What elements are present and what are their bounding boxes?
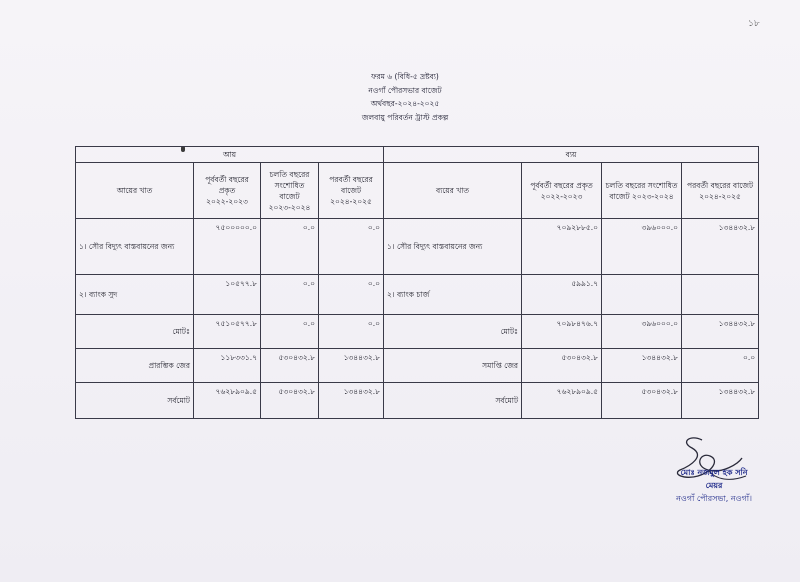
expense-col-head: ব্যয়ের খাত [384, 163, 522, 219]
table-row [76, 219, 759, 275]
income-current: ৫৩০৪৩২.৮ [261, 349, 319, 383]
income-col-current: চলতি বছরের সংশোধিত বাজেট ২০২৩-২০২৪ [261, 163, 319, 219]
expense-head: ১। সৌর বিদ্যুৎ বাস্তবায়নের জন্য [384, 219, 522, 275]
income-head: ১। সৌর বিদ্যুৎ বাস্তবায়নের জন্য [76, 219, 194, 275]
expense-head: ২। ব্যাংক চার্জ [384, 275, 522, 315]
income-head: সর্বমোট [76, 383, 194, 419]
income-head: মোটঃ [76, 315, 194, 349]
income-prev: ৭৬২৮৯০৯.৫ [194, 383, 261, 419]
table-section-header-row [76, 147, 759, 163]
expense-prev: ৫৩০৪৩২.৮ [522, 349, 602, 383]
budget-table [75, 146, 759, 419]
income-prev: ৭৫০০০০০.০ [194, 219, 261, 275]
expense-current: ১৩৪৪৩২.৮ [602, 349, 682, 383]
project-name: জলবায়ু পরিবর্তন ট্রাস্ট প্রকল্প [361, 112, 449, 122]
expense-col-next: পরবর্তী বছরের বাজেট ২০২৪-২০২৫ [682, 163, 759, 219]
expense-head: সমাপ্তি জের [384, 349, 522, 383]
table-row-grand-total [76, 383, 759, 419]
title-block [330, 70, 480, 124]
table-row [76, 275, 759, 315]
stamp-name: মোঃ নজমুল হক সনি [680, 468, 748, 477]
income-prev: ১১৮৩৩১.৭ [194, 349, 261, 383]
income-prev: ১০৫৭৭.৮ [194, 275, 261, 315]
expense-current: ৩৯৬০০০.০ [602, 219, 682, 275]
income-next: ০.০ [319, 275, 384, 315]
expense-prev: ৭০৯২৮৮৫.০ [522, 219, 602, 275]
expense-prev: ৭০৯৮৪৭৬.৭ [522, 315, 602, 349]
income-next: ০.০ [319, 219, 384, 275]
expense-current: ৫৩০৪৩২.৮ [602, 383, 682, 419]
official-stamp [644, 466, 784, 505]
expense-prev: ৫৯৯১.৭ [522, 275, 602, 315]
income-current: ৫৩০৪৩২.৮ [261, 383, 319, 419]
income-current: ০.০ [261, 275, 319, 315]
form-title: ফরম ৬ (বিধি-৫ দ্রষ্টব্য) [371, 72, 439, 81]
table-column-header-row [76, 163, 759, 219]
expense-next: ০.০ [682, 349, 759, 383]
expense-col-prev: পূর্ববর্তী বছরের প্রকৃত ২০২২-২০২৩ [522, 163, 602, 219]
expense-head: সর্বমোট [384, 383, 522, 419]
income-col-next: পরবর্তী বছরের বাজেট ২০২৪-২০২৫ [319, 163, 384, 219]
income-prev: ৭৫১০৫৭৭.৮ [194, 315, 261, 349]
stamp-designation: মেয়র [705, 481, 723, 490]
income-next: ১৩৪৪৩২.৮ [319, 349, 384, 383]
expense-col-current: চলতি বছরের সংশোধিত বাজেট ২০২৩-২০২৪ [602, 163, 682, 219]
expense-next: ১৩৪৪৩২.৮ [682, 383, 759, 419]
income-header: আয় [76, 147, 384, 163]
income-current: ০.০ [261, 219, 319, 275]
expense-current [602, 275, 682, 315]
income-next: ০.০ [319, 315, 384, 349]
expense-next: ১৩৪৪৩২.৮ [682, 315, 759, 349]
expense-head: মোটঃ [384, 315, 522, 349]
income-col-prev: পূর্ববর্তী বছরের প্রকৃত ২০২২-২০২৩ [194, 163, 261, 219]
page-number: ১৮ [748, 19, 760, 29]
expense-current: ৩৯৬০০০.০ [602, 315, 682, 349]
table-row-subtotal [76, 315, 759, 349]
income-head: ২। ব্যাংক সুদ [76, 275, 194, 315]
table-row-balance [76, 349, 759, 383]
fiscal-year: অর্থবছর-২০২৪-২০২৫ [370, 99, 440, 108]
expense-next: ১৩৪৪৩২.৮ [682, 219, 759, 275]
income-col-head: আয়ের খাত [76, 163, 194, 219]
expense-next [682, 275, 759, 315]
budget-title: নওগাঁ পৌরসভার বাজেট [368, 85, 442, 95]
income-head: প্রারম্ভিক জের [76, 349, 194, 383]
income-next: ১৩৪৪৩২.৮ [319, 383, 384, 419]
stamp-office: নওগাঁ পৌরসভা, নওগাঁ। [676, 494, 752, 503]
expense-header: ব্যয় [384, 147, 759, 163]
income-current: ০.০ [261, 315, 319, 349]
expense-prev: ৭৬২৮৯০৯.৫ [522, 383, 602, 419]
